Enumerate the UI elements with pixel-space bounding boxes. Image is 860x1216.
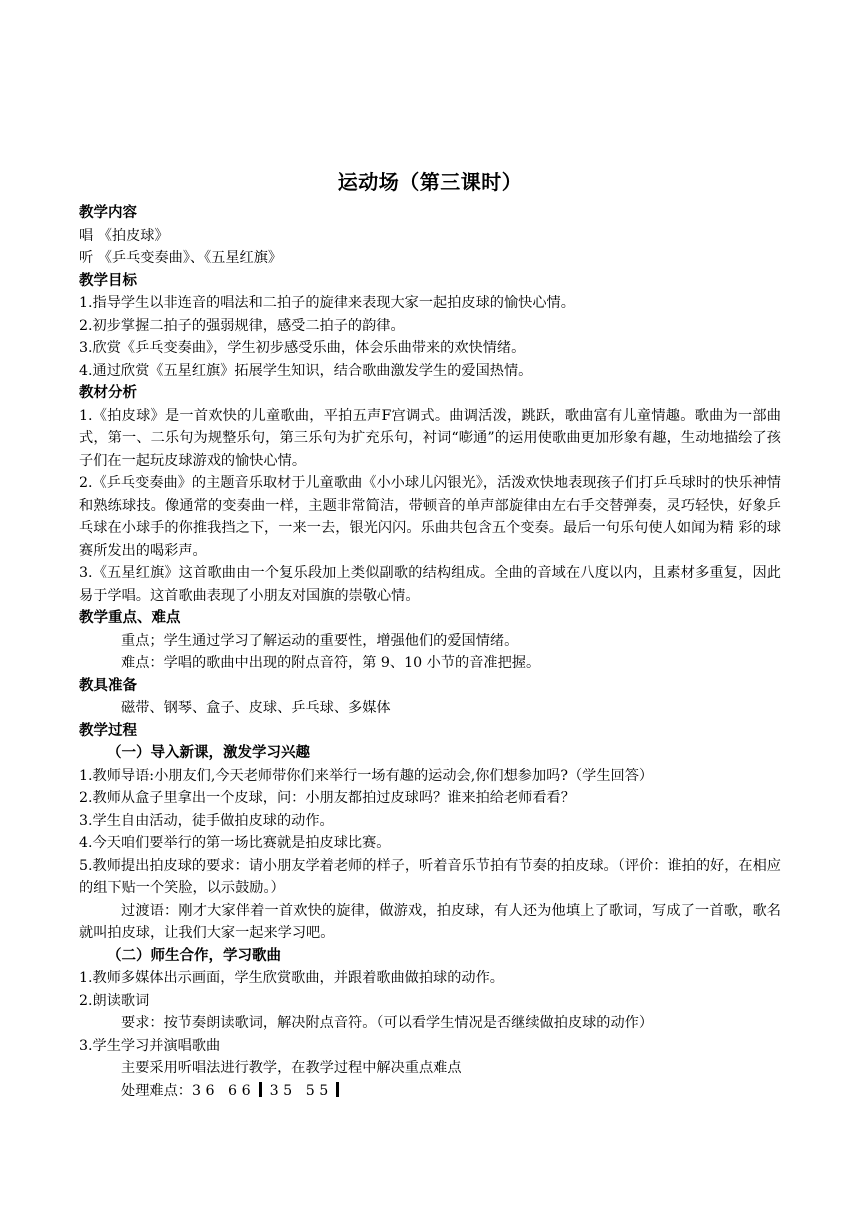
heading-material-analysis: 教材分析 bbox=[79, 385, 137, 401]
barline bbox=[336, 1082, 339, 1097]
document-title: 运动场（第三课时） bbox=[337, 170, 523, 194]
heading-teaching-content: 教学内容 bbox=[79, 205, 137, 221]
heading-teaching-tools: 教具准备 bbox=[79, 677, 137, 694]
key-point: 重点；学生通过学习了解运动的重要性，增强他们的爱国情绪。 bbox=[121, 632, 519, 649]
notes-group-a: 3 6 6 6 bbox=[191, 1082, 251, 1099]
singing-method: 主要采用听唱法进行教学，在教学过程中解决重点难点 bbox=[121, 1060, 462, 1076]
transition-text: 过渡语：刚才大家伴着一首欢快的旋律，做游戏，拍皮球，有人还为他填上了歌词，写成了一首歌，歌名就叫拍皮球，让我们大家一起来学习吧。 bbox=[79, 902, 781, 941]
analysis-paragraph: 1.《拍皮球》是一首欢快的儿童歌曲，平拍五声F宫调式。曲调活泼，跳跃，歌曲富有儿童情趣。歌曲为一部曲式，第一、二乐句为规整乐句，第三乐句为扩充乐句，衬词“嘭通”的运用使歌曲更加形象有趣，生动地描绘了孩子们在一起玩皮球游戏的愉快心情。 bbox=[79, 407, 781, 469]
goal-item: 4.通过欣赏《五星红旗》拓展学生知识，结合歌曲激发学生的爱国热情。 bbox=[79, 362, 533, 379]
heading-teaching-goals: 教学目标 bbox=[79, 272, 137, 289]
goal-item: 2.初步掌握二拍子的强弱规律，感受二拍子的韵律。 bbox=[79, 317, 405, 334]
tools-list: 磁带、钢琴、盒子、皮球、乒乓球、多媒体 bbox=[121, 700, 391, 716]
process-step: 1.教师导语:小朋友们,今天老师带你们来举行一场有趣的运动会,你们想参加吗?（学生回答） bbox=[79, 767, 654, 784]
process-step: 1.教师多媒体出示画面，学生欣赏歌曲，并跟着歌曲做拍球的动作。 bbox=[79, 970, 504, 986]
heading-key-points: 教学重点、难点 bbox=[79, 610, 181, 626]
analysis-paragraph: 2.《乒乓变奏曲》的主题音乐取材于儿童歌曲《小小球儿闪银光》，活泼欢快地表现孩子们打乒乓球时的快乐神情和熟练球技。像通常的变奏曲一样，主题非常简洁，带顿音的单声部旋律由左右手交替弹奏，灵巧轻快，好象乒乓球在小球手的你推我挡之下，一来一去，银光闪闪。乐曲共包含五个变奏。最后一句乐句使人如闻为精 彩的球赛所发出的喝彩声。 bbox=[79, 475, 781, 559]
analysis-paragraph: 3.《五星红旗》这首歌曲由一个复乐段加上类似副歌的结构组成。全曲的音域在八度以内，且素材多重复，因此易于学唱。这首歌曲表现了小朋友对国旗的崇敬心情。 bbox=[79, 565, 781, 604]
process-step: 4.今天咱们要举行的第一场比赛就是拍皮球比赛。 bbox=[79, 835, 391, 851]
heading-teaching-process: 教学过程 bbox=[79, 722, 137, 739]
process-step: 3.学生自由活动，徒手做拍皮球的动作。 bbox=[79, 812, 334, 829]
section-two-title: （二）师生合作，学习歌曲 bbox=[107, 947, 281, 964]
content-line: 唱 《拍皮球》 bbox=[79, 227, 169, 244]
process-step: 5.教师提出拍皮球的要求：请小朋友学着老师的样子，听着音乐节拍有节奏的拍皮球。（评价：谁拍的好，在相应的组下贴一个笑脸，以示鼓励。） bbox=[79, 857, 781, 896]
goal-item: 3.欣赏《乒乓变奏曲》，学生初步感受乐曲，体会乐曲带来的欢快情绪。 bbox=[79, 340, 526, 356]
process-step: 2.教师从盒子里拿出一个皮球，问：小朋友都拍过皮球吗？谁来拍给老师看看？ bbox=[79, 790, 575, 806]
document-page bbox=[79, 168, 781, 1102]
difficulty-label: 处理难点： bbox=[121, 1082, 192, 1099]
goal-item: 1.指导学生以非连音的唱法和二拍子的旋律来表现大家一起拍皮球的愉快心情。 bbox=[79, 295, 575, 311]
difficult-point: 难点：学唱的歌曲中出现的附点音符，第 9、10 小节的音准把握。 bbox=[121, 655, 541, 671]
difficulty-notation bbox=[79, 1080, 781, 1103]
notes-group-b: 3 5 5 5 bbox=[269, 1082, 329, 1099]
section-one-title: （一）导入新课，激发学习兴趣 bbox=[107, 745, 310, 761]
barline bbox=[259, 1082, 262, 1097]
content-line: 听 《乒乓变奏曲》、《五星红旗》 bbox=[79, 250, 283, 266]
process-step: 3.学生学习并演唱歌曲 bbox=[79, 1037, 221, 1054]
reading-requirement: 要求：按节奏朗读歌词，解决附点音符。（可以看学生情况是否继续做拍皮球的动作） bbox=[121, 1015, 654, 1031]
process-step: 2.朗读歌词 bbox=[79, 992, 150, 1009]
